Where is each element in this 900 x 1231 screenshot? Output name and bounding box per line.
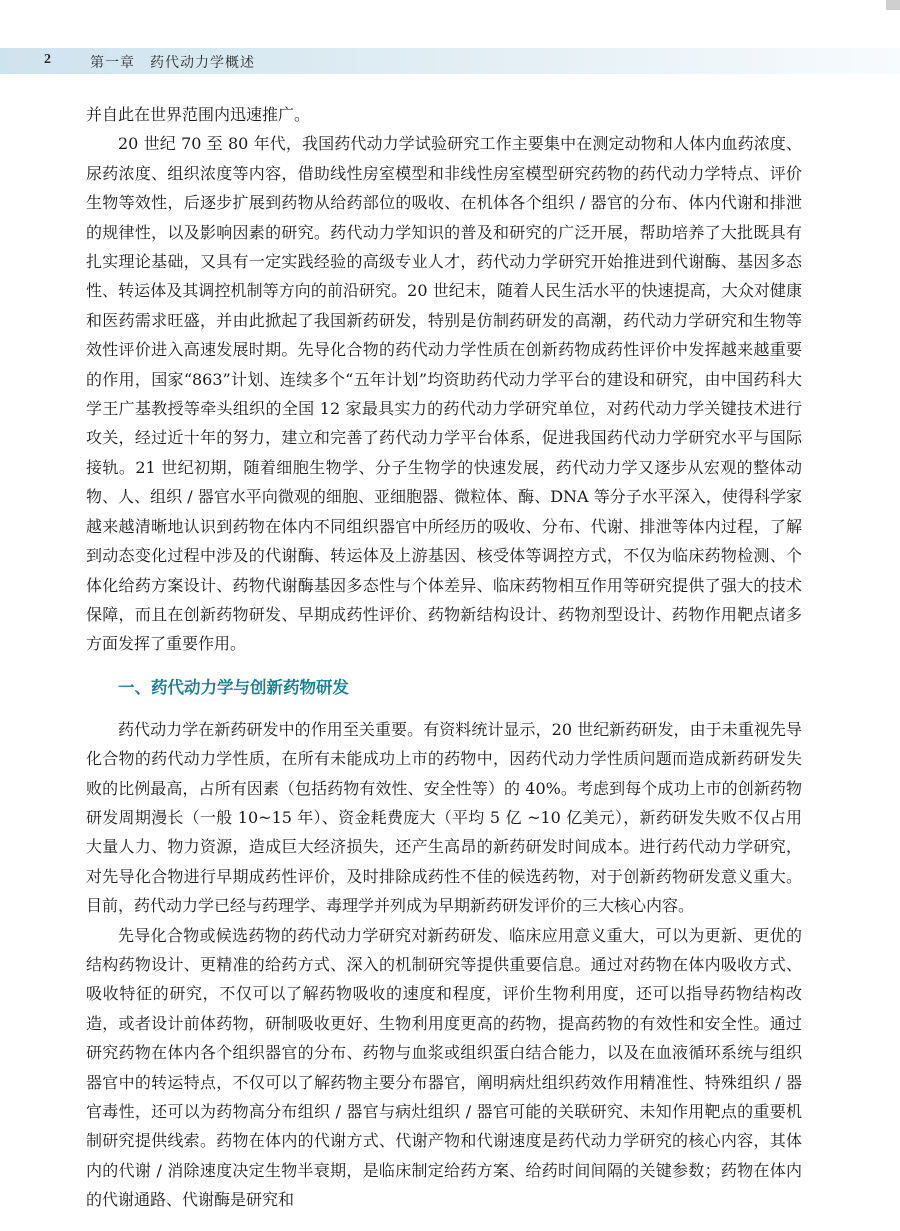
paragraph-history: 20 世纪 70 至 80 年代，我国药代动力学试验研究工作主要集中在测定动物和人体内血药浓度、尿药浓度、组织浓度等内容，借助线性房室模型和非线性房室模型研究药物的药代动力学特点、评价生物等效性，后逐步扩展到药物从给药部位的吸收、在机体各个组织 / 器官的分布、体内代谢和排泄的规律性，以及影响因素的研究。药代动力学知识的普及和研究的广泛开展，帮助培养了大批既具有扎实理论基础，又具有一定实践经验的高级专业人才，药代动力学研究开始推进到代谢酶、基因多态性、转运体及其调控机制等方向的前沿研究。20 世纪末，随着人民生活水平的快速提高，大众对健康和医药需求旺盛，并由此掀起了我国新药研发，特别是仿制药研发的高潮，药代动力学研究和生物等效性评价进入高速发展时期。先导化合物的药代动力学性质在创新药物成药性评价中发挥越来越重要的作用，国家“863”计划、连续多个“五年计划”均资助药代动力学平台的建设和研究，由中国药科大学王广基教授等牵头组织的全国 12 家最具实力的药代动力学研究单位，对药代动力学关键技术进行攻关，经过近十年的努力，建立和完善了药代动力学平台体系，促进我国药代动力学研究水平与国际接轨。21 世纪初期，随着细胞生物学、分子生物学的快速发展，药代动力学又逐步从宏观的整体动物、人、组织 / 器官水平向微观的细胞、亚细胞器、微粒体、酶、DNA 等分子水平深入，使得科学家越来越清晰地认识到药物在体内不同组织器官中所经历的吸收、分布、代谢、排泄等体内过程，了解到动态变化过程中涉及的代谢酶、转运体及上游基因、核受体等调控方式，不仅为临床药物检测、个体化给药方案设计、药物代谢酶基因多态性与个体差异、临床药物相互作用等研究提供了强大的技术保障，而且在创新药物研发、早期成药性评价、药物新结构设计、药物剂型设计、药物作用靶点诸多方面发挥了重要作用。	[86, 134, 802, 654]
page-body	[86, 100, 802, 1215]
page-number: 2	[44, 52, 51, 67]
paragraph-lead-compound-research: 先导化合物或候选药物的药代动力学研究对新药研发、临床应用意义重大，可以为更新、更优的结构药物设计、更精准的给药方式、深入的机制研究等提供重要信息。通过对药物在体内吸收方式、吸收特征的研究，不仅可以了解药物吸收的速度和程度，评价生物利用度，还可以指导药物结构改造，或者设计前体药物，研制吸收更好、生物利用度更高的药物，提高药物的有效性和安全性。通过研究药物在体内各个组织器官的分布、药物与血浆或组织蛋白结合能力，以及在血液循环系统与组织器官中的转运特点，不仅可以了解药物主要分布器官，阐明病灶组织药效作用精准性、特殊组织 / 器官毒性，还可以为药物高分布组织 / 器官与病灶组织 / 器官可能的关联研究、未知作用靶点的重要机制研究提供线索。药物在体内的代谢方式、代谢产物和代谢速度是药代动力学研究的核心内容，其体内的代谢 / 消除速度决定生物半衰期，是临床制定给药方案、给药时间间隔的关键参数；药物在体内的代谢通路、代谢酶是研究和	[86, 925, 802, 1210]
section-heading: 一、药代动力学与创新药物研发	[118, 677, 349, 697]
corner-mark	[886, 0, 900, 10]
paragraph-role-in-drug-development: 药代动力学在新药研发中的作用至关重要。有资料统计显示，20 世纪新药研发，由于未重视先导化合物的药代动力学性质，在所有未能成功上市的药物中，因药代动力学性质问题而造成新药研发失败的比例最高，占所有因素（包括药物有效性、安全性等）的 40%。考虑到每个成功上市的创新药物研发周期漫长（一般 10~15 年）、资金耗费庞大（平均 5 亿 ~10 亿美元），新药研发失败不仅占用大量人力、物力资源，造成巨大经济损失，还产生高昂的新药研发时间成本。进行药代动力学研究，对先导化合物进行早期成药性评价，及时排除成药性不佳的候选药物，对于创新药物研发意义重大。目前，药代动力学已经与药理学、毒理学并列成为早期新药研发评价的三大核心内容。	[86, 719, 802, 916]
chapter-title: 第一章 药代动力学概述	[90, 55, 255, 71]
paragraph-continuation: 并自此在世界范围内迅速推广。	[86, 105, 311, 124]
